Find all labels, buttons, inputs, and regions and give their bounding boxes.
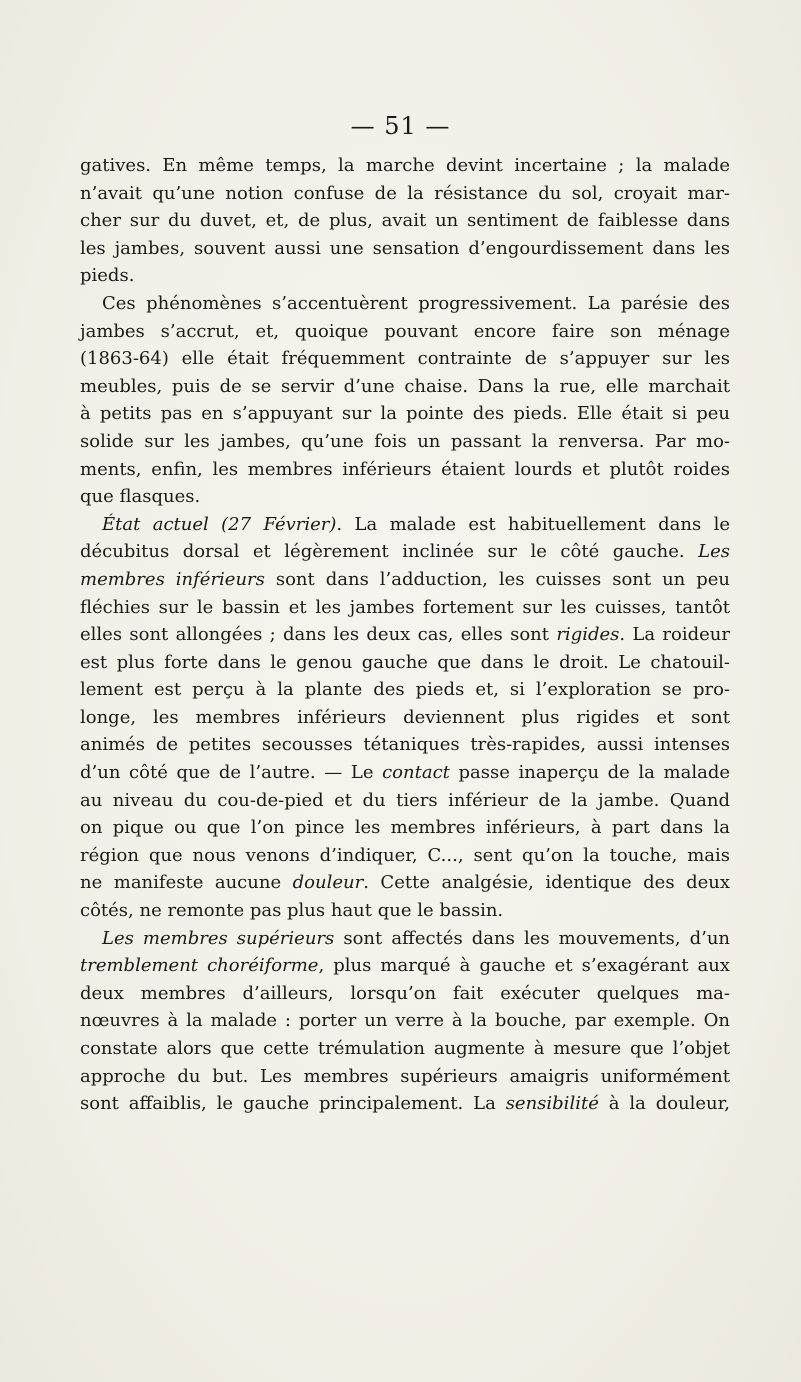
text-segment: n’avait qu’une notion confuse de la résistance du sol, croyait mar- (80, 182, 730, 204)
text-segment: solide sur les jambes, qu’une fois un passant la renversa. Par mo- (80, 430, 730, 452)
italic-text: sensibilité (505, 1093, 599, 1115)
text-segment: côtés, ne remonte pas plus haut que le bassin. (80, 900, 504, 922)
text-line (80, 345, 730, 373)
italic-text: Les membres supérieurs (102, 927, 335, 949)
text-line (80, 594, 730, 622)
text-segment: pieds. (80, 265, 135, 287)
italic-text: tremblement choréiforme (80, 955, 319, 977)
text-segment: constate alors que cette trémulation augmente à mesure que l’objet (80, 1038, 730, 1059)
text-segment: nœuvres à la malade : porter un verre à la bouche, par exemple. On (80, 1010, 730, 1032)
text-segment: ne manifeste aucune (80, 872, 293, 894)
text-line (80, 842, 730, 870)
text-line (80, 759, 730, 787)
text-segment: , plus marqué à gauche et s’exagérant aux (318, 955, 730, 977)
text-line (80, 373, 730, 401)
text-segment: sont dans l’adduction, les cuisses sont un peu (264, 568, 730, 590)
text-segment: à la douleur, (598, 1093, 730, 1115)
text-segment: . Cette analgésie, identique des deux (363, 872, 730, 894)
text-segment: sont affectés dans les mouvements, d’un (334, 927, 731, 949)
text-segment: les jambes, souvent aussi une sensation d’engourdissement dans les (80, 237, 730, 259)
text-line (80, 207, 730, 235)
text-line (80, 262, 730, 290)
text-segment: lement est perçu à la plante des pieds et, si l’exploration se pro- (80, 679, 730, 701)
text-line (80, 649, 730, 677)
text-line (80, 980, 730, 1008)
text-segment: à petits pas en s’appuyant sur la pointe des pieds. Elle était si peu (80, 403, 730, 425)
text-line (80, 428, 730, 456)
text-line (80, 814, 730, 842)
text-line (80, 787, 730, 815)
text-segment: d’un côté que de l’autre. — Le (80, 762, 383, 784)
text-line (80, 869, 730, 897)
text-line (80, 538, 730, 566)
text-segment: jambes s’accrut, et, quoique pouvant encore faire son ménage (80, 320, 730, 342)
text-segment: décubitus dorsal et légèrement inclinée sur le côté gauche. (80, 541, 699, 563)
text-line (80, 180, 730, 208)
page-number: — 51 — (350, 112, 451, 140)
text-segment: (1863-64) elle était fréquemment contrainte de s’appuyer sur les (80, 348, 730, 370)
italic-text: contact (382, 762, 450, 784)
text-segment: sont affaiblis, le gauche principalement. La (80, 1093, 506, 1115)
text-segment: approche du but. Les membres supérieurs amaigris uniformément (80, 1065, 730, 1087)
text-line (80, 566, 730, 594)
italic-text: Les (698, 541, 730, 563)
text-segment: gatives. En même temps, la marche devint incertaine ; la malade (80, 155, 730, 176)
text-line (80, 925, 730, 953)
italic-text: rigides (556, 624, 620, 646)
text-segment: deux membres d’ailleurs, lorsqu’on fait exécuter quelques ma- (80, 982, 730, 1004)
text-line (80, 1035, 730, 1063)
body-text (80, 152, 730, 1118)
text-segment: que flasques. (80, 486, 201, 508)
text-line (80, 1090, 730, 1118)
text-line (80, 897, 730, 925)
text-segment: . La roideur (619, 624, 731, 646)
text-segment: animés de petites secousses tétaniques très-rapides, aussi intenses (80, 734, 730, 756)
text-line (80, 235, 730, 263)
text-line (80, 152, 730, 180)
text-line (80, 511, 730, 539)
text-line (80, 621, 730, 649)
text-segment: . La malade est habituellement dans le (336, 513, 730, 535)
text-segment: on pique ou que l’on pince les membres inférieurs, à part dans la (80, 817, 730, 839)
text-line (80, 400, 730, 428)
text-segment: Ces phénomènes s’accentuèrent progressivement. La parésie des (102, 292, 730, 314)
text-line (80, 318, 730, 346)
text-segment: au niveau du cou-de-pied et du tiers inférieur de la jambe. Quand (80, 789, 730, 811)
text-line (80, 1007, 730, 1035)
italic-text: État actuel (27 Février) (102, 513, 337, 535)
text-segment: longe, les membres inférieurs deviennent plus rigides et sont (80, 706, 730, 728)
text-line (80, 290, 730, 318)
text-line (80, 952, 730, 980)
text-line (80, 676, 730, 704)
text-segment: meubles, puis de se servir d’une chaise. Dans la rue, elle marchait (80, 375, 730, 397)
text-segment: est plus forte dans le genou gauche que dans le droit. Le chatouil- (80, 651, 730, 673)
text-segment: elles sont allongées ; dans les deux cas, elles sont (80, 624, 557, 646)
text-line (80, 704, 730, 732)
italic-text: douleur (292, 872, 364, 894)
text-line (80, 1063, 730, 1091)
italic-text: membres inférieurs (80, 568, 265, 590)
text-segment: ments, enfin, les membres inférieurs étaient lourds et plutôt roides (80, 458, 730, 480)
text-segment: passe inaperçu de la malade (449, 762, 730, 784)
text-segment: région que nous venons d’indiquer, C..., sent qu’on la touche, mais (80, 844, 730, 866)
text-line (80, 456, 730, 484)
text-line (80, 483, 730, 511)
text-line (80, 731, 730, 759)
text-segment: cher sur du duvet, et, de plus, avait un sentiment de faiblesse dans (80, 210, 730, 232)
text-segment: fléchies sur le bassin et les jambes fortement sur les cuisses, tantôt (80, 596, 730, 618)
